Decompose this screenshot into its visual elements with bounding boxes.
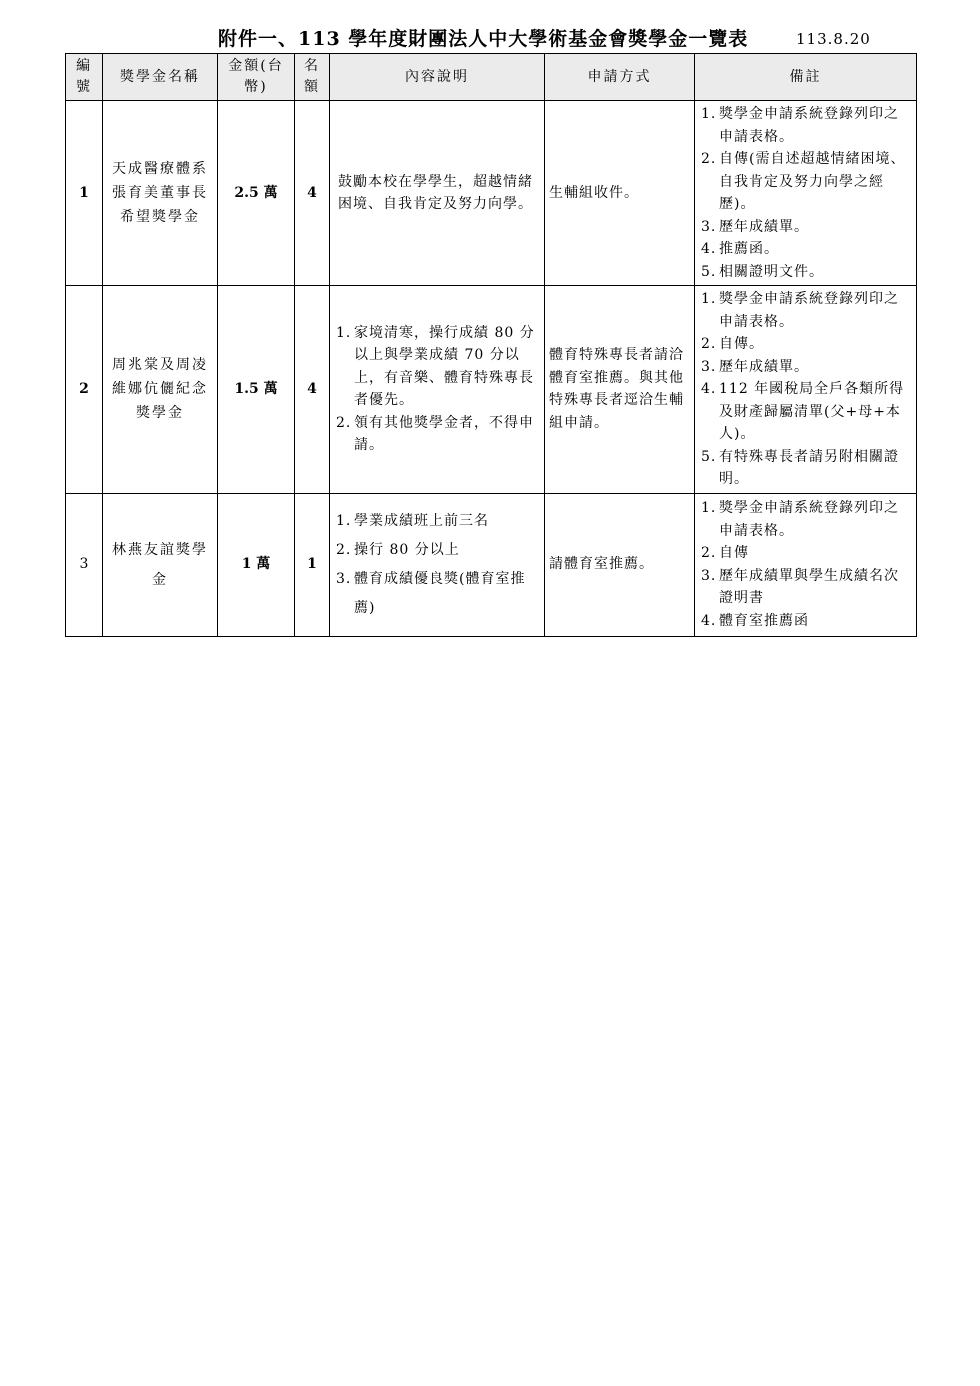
- row-no: 2: [66, 286, 103, 494]
- header-desc: 內容說明: [330, 54, 545, 101]
- row-notes: [695, 493, 917, 636]
- row-quota: 1: [295, 493, 330, 636]
- row-notes: [695, 101, 917, 286]
- row-name: 天成醫療體系張育美董事長希望獎學金: [103, 101, 218, 286]
- list-item: 3. 體育成績優良獎(體育室推薦): [336, 570, 526, 616]
- header-amount: 金額(台幣): [218, 54, 295, 101]
- document-date: 113.8.20: [796, 30, 871, 48]
- list-item: 4. 112 年國稅局全戶各類所得及財產歸屬清單(父+母+本人)。: [701, 381, 905, 442]
- header-note: 備註: [695, 54, 917, 101]
- row-method: 請體育室推薦。: [545, 493, 695, 636]
- table-row: [66, 101, 917, 286]
- row-notes: [695, 286, 917, 494]
- list-item: 3. 歷年成績單。: [701, 218, 809, 235]
- list-item: 5. 有特殊專長者請另附相關證明。: [701, 448, 899, 487]
- header-name: 獎學金名稱: [103, 54, 218, 101]
- header-quota: 名額: [295, 54, 330, 101]
- list-item: 1. 獎學金申請系統登錄列印之申請表格。: [701, 106, 899, 145]
- row-name: 林燕友誼獎學金: [103, 493, 218, 636]
- row-amount: 1.5 萬: [218, 286, 295, 494]
- row-amount: 1 萬: [218, 493, 295, 636]
- list-item: 4. 推薦函。: [701, 241, 779, 257]
- header-no: 編號: [66, 54, 103, 101]
- row-amount: 2.5 萬: [218, 101, 295, 286]
- list-item: 3. 歷年成績單與學生成績名次證明書: [701, 567, 899, 606]
- list-item: 5. 相關證明文件。: [701, 263, 824, 280]
- list-item: 4. 體育室推薦函: [701, 612, 809, 629]
- list-item: 1. 家境清寒，操行成績 80 分以上與學業成績 70 分以上，有音樂、體育特殊專長者優先。: [336, 324, 535, 409]
- document-title: 附件一、113 學年度財團法人中大學術基金會獎學金一覽表: [218, 28, 749, 50]
- row-desc: [330, 286, 545, 494]
- list-item: 2. 自傳(需自述超越情緒困境、自我肯定及努力向學之經歷)。: [701, 151, 906, 212]
- row-name: 周兆棠及周凌維娜伉儷紀念獎學金: [103, 286, 218, 494]
- list-item: 2. 領有其他獎學金者，不得申請。: [336, 414, 534, 454]
- list-item: 1. 學業成績班上前三名: [336, 512, 489, 529]
- list-item: 3. 歷年成績單。: [701, 358, 809, 375]
- list-item: 1. 獎學金申請系統登錄列印之申請表格。: [701, 291, 899, 330]
- list-item: 2. 自傳。: [701, 336, 764, 352]
- row-no: 1: [66, 101, 103, 286]
- row-method: 生輔組收件。: [545, 101, 695, 286]
- list-item: 2. 自傳: [701, 545, 749, 561]
- row-desc: [330, 493, 545, 636]
- table-row: [66, 493, 917, 636]
- scholarship-table: [65, 53, 917, 637]
- row-no: 3: [66, 493, 103, 636]
- row-quota: 4: [295, 101, 330, 286]
- header-method: 申請方式: [545, 54, 695, 101]
- list-item: 2. 操行 80 分以上: [336, 541, 460, 558]
- list-item: 1. 獎學金申請系統登錄列印之申請表格。: [701, 500, 899, 539]
- table-row: [66, 286, 917, 494]
- row-desc: 鼓勵本校在學學生，超越情緒困境、自我肯定及努力向學。: [330, 101, 545, 286]
- table-header-row: [66, 54, 917, 101]
- row-quota: 4: [295, 286, 330, 494]
- row-method: 體育特殊專長者請洽體育室推薦。與其他特殊專長者逕洽生輔組申請。: [545, 286, 695, 494]
